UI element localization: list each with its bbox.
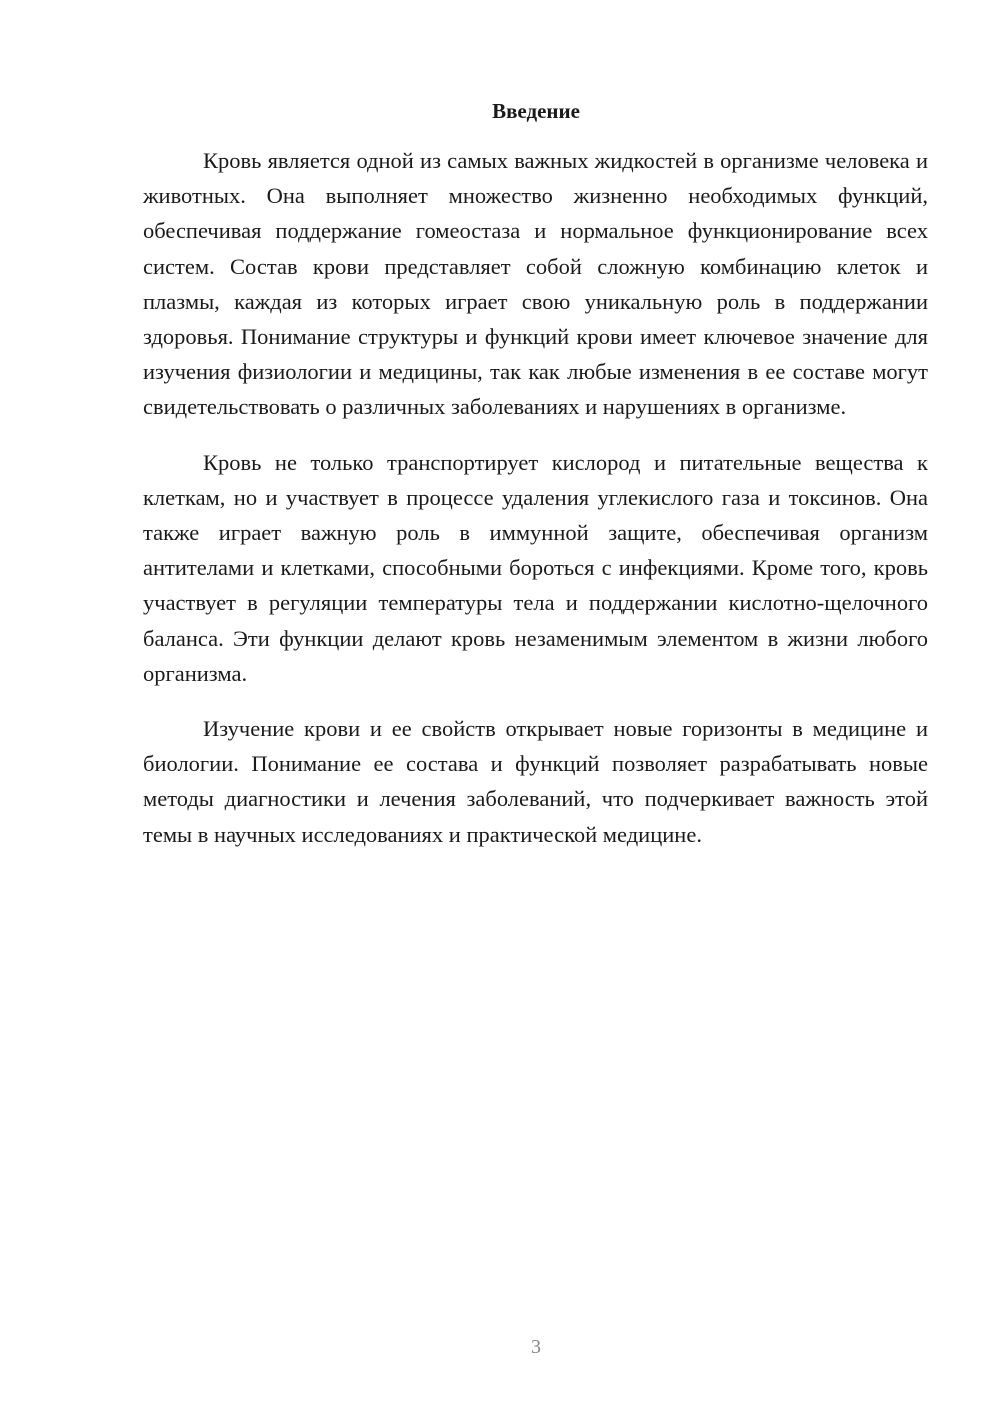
page-title: Введение [492,99,580,123]
page-number: 3 [531,1336,541,1358]
paragraph-1: Кровь является одной из самых важных жидкостей в организме человека и животных. Она выполняет множество жизненно необходимых функций, обеспечивая поддержание гомеостаза и нормальное функционирование всех систем. Состав крови представляет собой сложную комбинацию клеток и плазмы, каждая из которых играет свою уникальную роль в поддержании здоровья. Понимание структуры и функций крови имеет ключевое значение для изучения физиологии и медицины, так как любые изменения в ее составе могут свидетельствовать о различных заболеваниях и нарушениях в организме. [143,148,928,420]
paragraph-2: Кровь не только транспортирует кислород и питательные вещества к клеткам, но и участвует в процессе удаления углекислого газа и токсинов. Она также играет важную роль в иммунной защите, обеспечивая организм антителами и клетками, способными бороться с инфекциями. Кроме того, кровь участвует в регуляции температуры тела и поддержании кислотно-щелочного баланса. Эти функции делают кровь незаменимым элементом в жизни любого организма. [143,449,928,686]
paragraph-3: Изучение крови и ее свойств открывает новые горизонты в медицине и биологии. Понимание ее состава и функций позволяет разрабатывать новые методы диагностики и лечения заболеваний, что подчеркивает важность этой темы в научных исследованиях и практической медицине. [143,716,928,847]
body-text [143,143,928,872]
